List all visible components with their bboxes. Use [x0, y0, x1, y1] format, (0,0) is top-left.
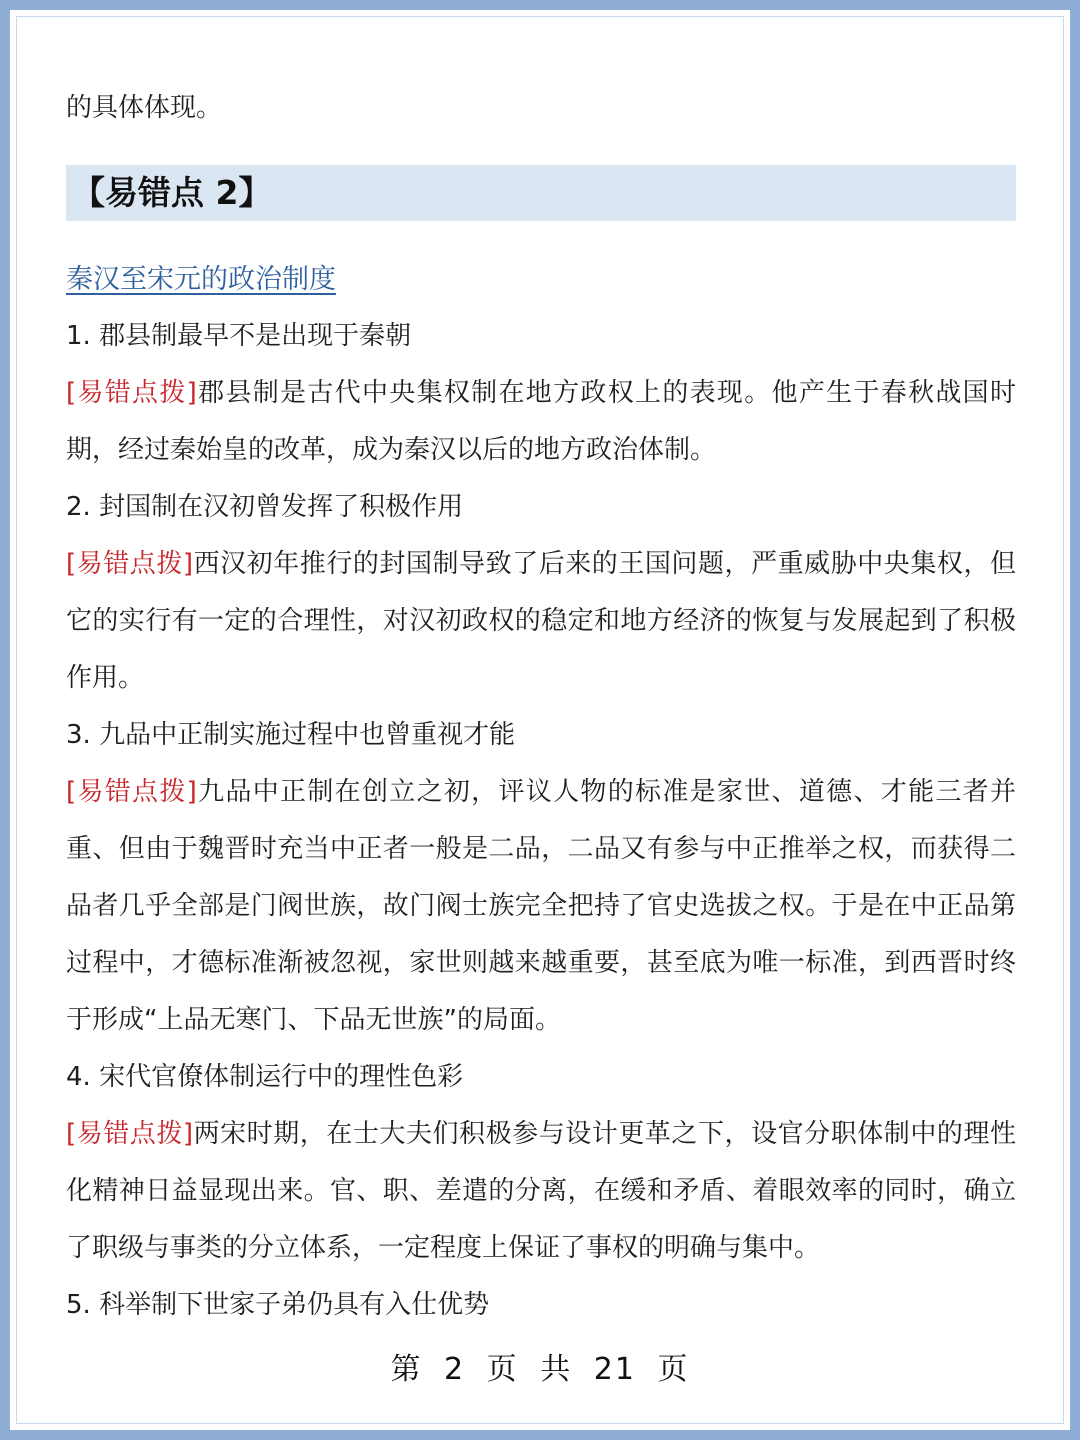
- tip-tag: [易错点拨]: [66, 777, 197, 807]
- list-item: [66, 1049, 1016, 1277]
- tip-tag: [易错点拨]: [66, 1119, 194, 1149]
- item-title: 1. 郡县制最早不是出现于秦朝: [66, 321, 412, 351]
- item-title: 4. 宋代官僚体制运行中的理性色彩: [66, 1062, 464, 1092]
- item-explanation: [66, 536, 1016, 707]
- intro-text: 的具体体现。: [66, 93, 223, 123]
- topic-title: 秦汉至宋元的政治制度: [66, 264, 336, 295]
- list-item: [66, 479, 1016, 707]
- tip-tag: [易错点拨]: [66, 378, 197, 408]
- list-item: [66, 308, 1016, 479]
- item-explanation: [66, 365, 1016, 479]
- tip-tag: [易错点拨]: [66, 549, 194, 579]
- list-item: [66, 707, 1016, 1049]
- item-title: 5. 科举制下世家子弟仍具有入仕优势: [66, 1290, 490, 1320]
- list-item: [66, 1277, 1016, 1334]
- document-body: [66, 80, 1016, 1334]
- section-header: 【易错点 2】: [66, 165, 1016, 221]
- explanation-text: 西汉初年推行的封国制导致了后来的王国问题，严重威胁中央集权，但它的实行有一定的合理性，对汉初政权的稳定和地方经济的恢复与发展起到了积极作用。: [66, 549, 1016, 693]
- item-title: 3. 九品中正制实施过程中也曾重视才能: [66, 720, 516, 750]
- explanation-text: 两宋时期，在士大夫们积极参与设计更革之下，设官分职体制中的理性化精神日益显现出来。官、职、差遣的分离，在缓和矛盾、着眼效率的同时，确立了职级与事类的分立体系，一定程度上保证了事权的明确与集中。: [66, 1119, 1016, 1263]
- item-explanation: [66, 1106, 1016, 1277]
- page-number-footer: 第 2 页 共 21 页: [390, 1352, 690, 1387]
- explanation-text: 郡县制是古代中央集权制在地方政权上的表现。他产生于春秋战国时期，经过秦始皇的改革，成为秦汉以后的地方政治体制。: [66, 378, 1016, 465]
- item-explanation: [66, 764, 1016, 1049]
- item-title: 2. 封国制在汉初曾发挥了积极作用: [66, 492, 464, 522]
- explanation-text: 九品中正制在创立之初，评议人物的标准是家世、道德、才能三者并重、但由于魏晋时充当中正者一般是二品，二品又有参与中正推举之权，而获得二品者几乎全部是门阀世族，故门阀士族完全把持了官史选拔之权。于是在中正品第过程中，才德标准渐被忽视，家世则越来越重要，甚至底为唯一标准，到西晋时终于形成“上品无寒门、下品无世族”的局面。: [66, 777, 1016, 1035]
